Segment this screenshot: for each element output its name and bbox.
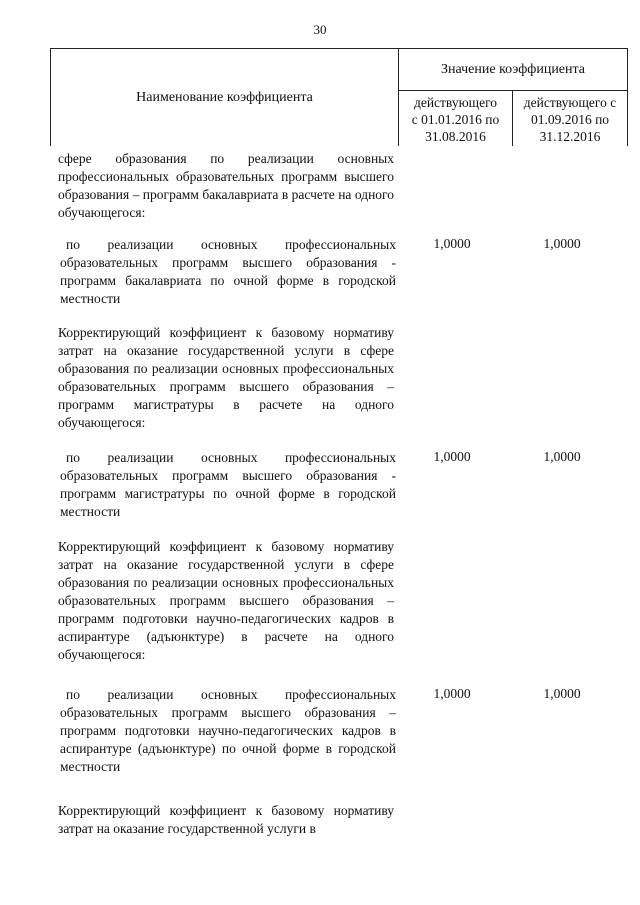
period2-line: 31.12.2016 xyxy=(539,129,601,144)
value-period1: 1,0000 xyxy=(433,686,471,701)
period1-line: действующего xyxy=(413,95,498,110)
coefficient-row-label: по реализации основных профессиональных образовательных программ высшего образования - программ магистратуры по очной форме в городской местности xyxy=(60,450,396,519)
table-header xyxy=(50,48,628,146)
period1-line: 31.08.2016 xyxy=(425,129,486,144)
value-period2: 1,0000 xyxy=(543,449,581,464)
coefficient-description: Корректирующий коэффициент к базовому нормативу затрат на оказание государственной услуги в сфере образования по реализации основных профессиональных образовательных программ высшего образования – программ магистратуры в расчете на одного обучающегося: xyxy=(58,325,394,430)
value-period2: 1,0000 xyxy=(543,236,581,251)
period2-header xyxy=(513,91,627,146)
value-period1: 1,0000 xyxy=(433,449,471,464)
value-column-header: Значение коэффициента xyxy=(399,49,627,91)
coefficient-description: Корректирующий коэффициент к базовому нормативу затрат на оказание государственной услуги в сфере образования по реализации основных профессиональных образовательных программ высшего образования – программ подготовки научно-педагогических кадров в аспирантуре (адъюнктуре) в расчете на одного обучающегося: xyxy=(58,539,394,662)
coefficient-description: Корректирующий коэффициент к базовому нормативу затрат на оказание государственной услуги в xyxy=(58,803,394,836)
name-column-header: Наименование коэффициента xyxy=(51,49,399,146)
value-period1: 1,0000 xyxy=(433,236,471,251)
page-number: 30 xyxy=(313,22,327,37)
period2-line: 01.09.2016 по xyxy=(530,112,610,127)
coefficient-row-label: по реализации основных профессиональных образовательных программ высшего образования - программ бакалавриата по очной форме в городской местности xyxy=(60,237,396,306)
period1-line: с 01.01.2016 по xyxy=(411,112,500,127)
period2-line: действующего с xyxy=(523,95,617,110)
coefficient-description: сфере образования по реализации основных профессиональных образовательных программ высшего образования – программ бакалавриата в расчете на одного обучающегося: xyxy=(58,151,394,220)
value-period2: 1,0000 xyxy=(543,686,581,701)
coefficient-row-label: по реализации основных профессиональных образовательных программ высшего образования – программ подготовки научно-педагогических кадров в аспирантуре (адъюнктуре) по очной форме в городской местности xyxy=(60,687,396,774)
period1-header xyxy=(399,91,513,146)
